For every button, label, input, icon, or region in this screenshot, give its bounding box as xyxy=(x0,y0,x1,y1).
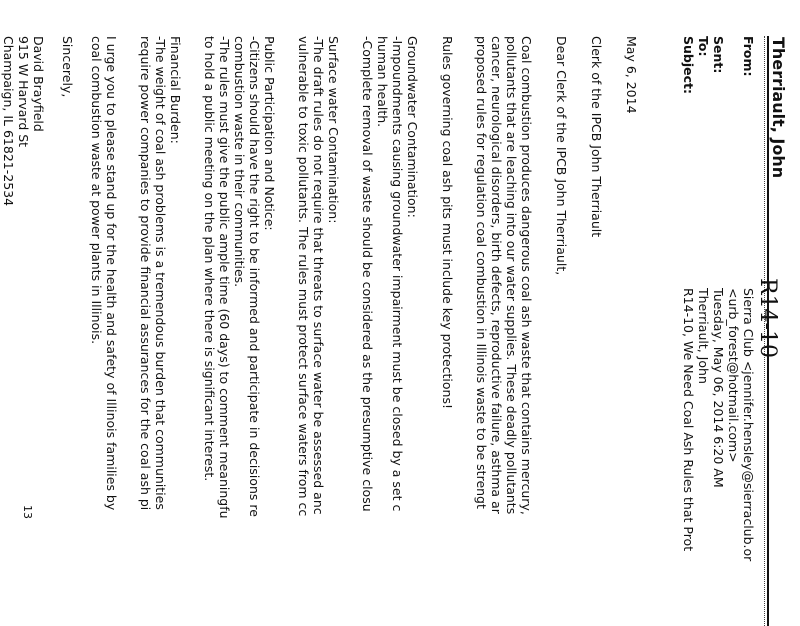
closing-line: I urge you to please stand up for the health and safety of Illinois families by xyxy=(104,36,119,511)
closing-line: coal combustion waste at power plants in Illinois. xyxy=(89,36,104,345)
intro-line: cancer, neurological disorders, birth defects, reproductive failure, asthma ar xyxy=(489,36,504,514)
to-label: To: xyxy=(696,36,711,57)
intro-line: proposed rules for regulation coal combustion in Illinois waste to be strengt xyxy=(474,36,489,509)
public-line: to hold a public meeting on the plan where there is significant interest. xyxy=(202,36,217,482)
groundwater-line: -Impoundments causing groundwater impairment must be closed by a set c xyxy=(390,36,405,512)
financial-heading: Financial Burden: xyxy=(168,36,183,144)
signature-name: David Brayfield xyxy=(31,36,46,132)
from-label: From: xyxy=(741,36,756,77)
rules-line: Rules governing coal ash pits must include key protections! xyxy=(440,36,455,409)
subject-label: Subject: xyxy=(681,36,696,94)
page-number: 13 xyxy=(21,505,34,519)
header-name: Therriault, John xyxy=(769,37,788,179)
letter-recipient: Clerk of the IPCB John Therriault xyxy=(589,36,604,238)
surface-heading: Surface water Contamination: xyxy=(326,36,341,224)
letter-date: May 6, 2014 xyxy=(624,36,639,114)
signature-city: Champaign, IL 61821-2534 xyxy=(1,36,16,207)
from-value: Sierra Club <jennifer.hensley@sierraclub.or xyxy=(741,288,756,562)
groundwater-line: -Complete removal of waste should be considered as the presumptive closu xyxy=(360,36,375,512)
public-line: -The rules must give the public ample time (60 days) to comment meaningfu xyxy=(217,36,232,519)
intro-line: pollutants that are leaching into our water supplies. These deadly pollutants xyxy=(504,36,519,515)
intro-line: Coal combustion produces dangerous coal ash waste that contains mercury, xyxy=(519,36,534,515)
sent-value: Tuesday, May 06, 2014 6:20 AM xyxy=(711,288,726,488)
letter-salutation: Dear Clerk of the IPCB John Therriault, xyxy=(554,36,569,276)
subject-value: R14-10, We Need Coal Ash Rules that Prot xyxy=(681,288,696,552)
groundwater-line: human health. xyxy=(375,36,390,128)
from-value-2: <urb_forest@hotmail.com> xyxy=(726,288,741,463)
signoff: Sincerely, xyxy=(60,36,75,98)
document-number: R14-10 xyxy=(755,278,780,358)
public-line: -Citizens should have the right to be informed and participate in decisions re xyxy=(247,36,262,517)
groundwater-heading: Groundwater Contamination: xyxy=(405,36,420,218)
financial-line: -The weight of coal ash problems is a tremendous burden that communities xyxy=(153,36,168,510)
surface-line: -The draft rules do not require that threats to surface water be assessed anc xyxy=(311,36,326,515)
surface-line: vulnerable to toxic pollutants. The rules must protect surface waters from cc xyxy=(296,36,311,517)
public-heading: Public Participation and Notice: xyxy=(262,36,277,231)
public-line: combustion waste in their communities. xyxy=(232,36,247,288)
to-value: Therriault, John xyxy=(696,288,711,384)
financial-line: require power companies to provide financial assurances for the coal ash pi xyxy=(138,36,153,511)
sent-label: Sent: xyxy=(711,36,726,74)
signature-street: 915 W Harvard St xyxy=(16,36,31,148)
